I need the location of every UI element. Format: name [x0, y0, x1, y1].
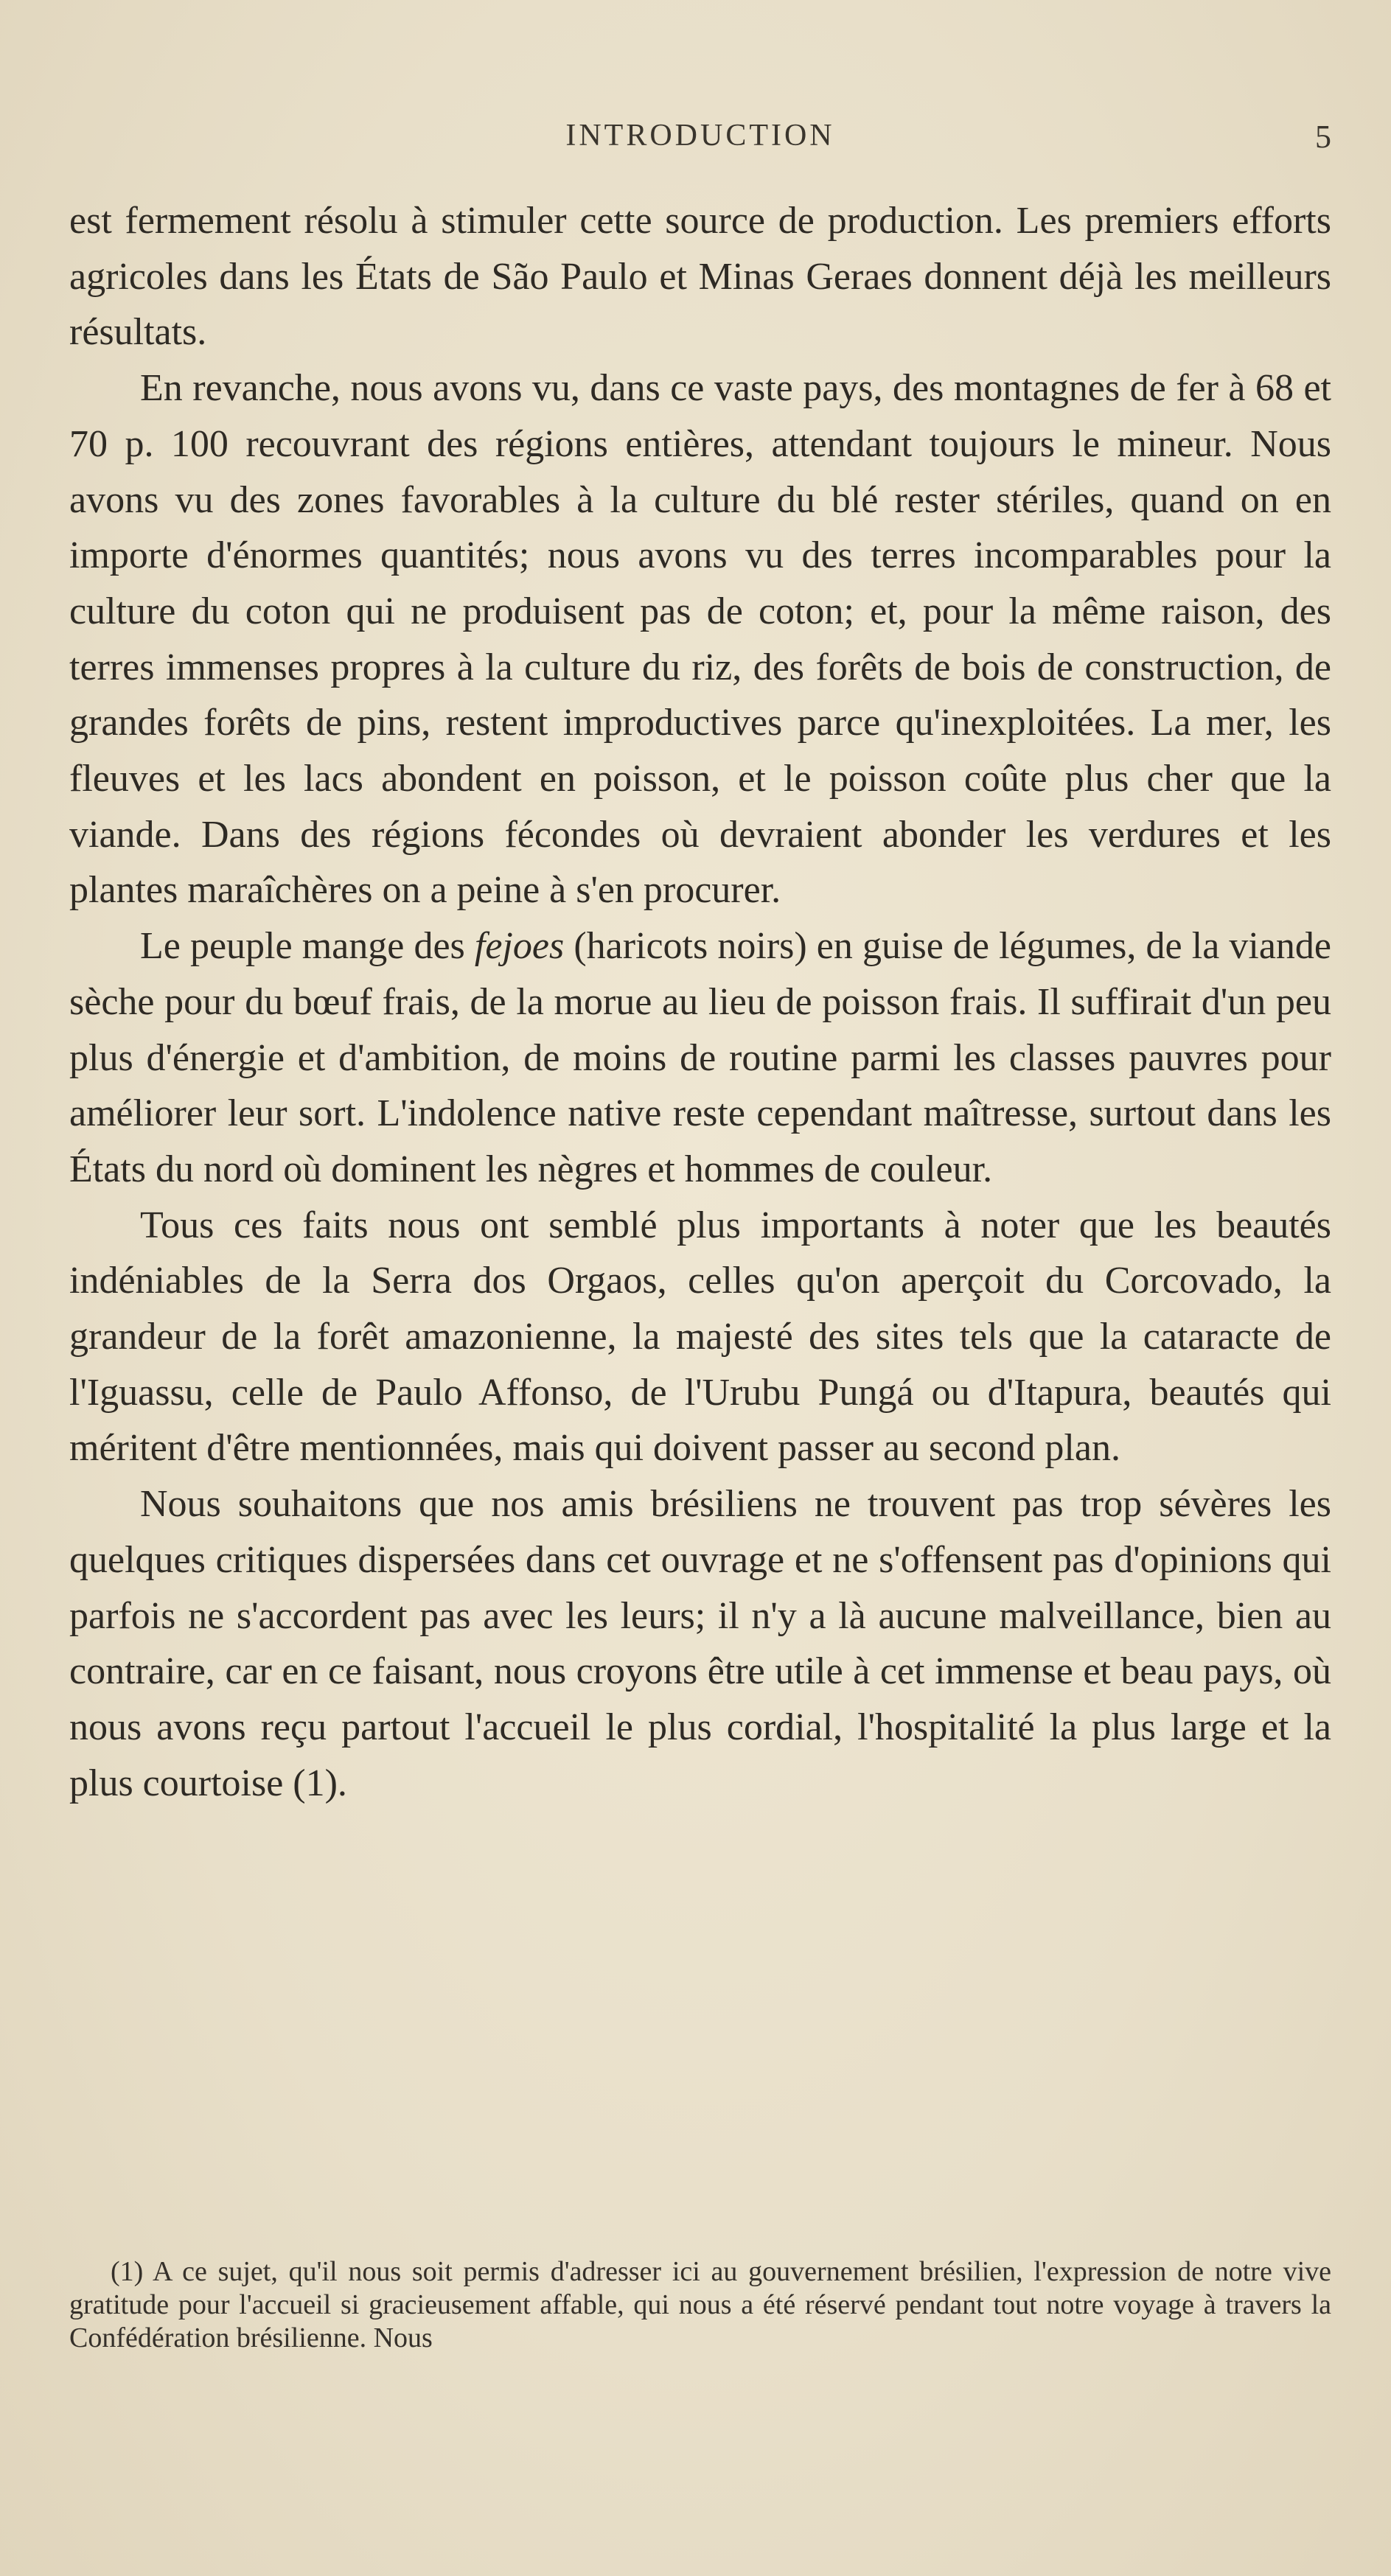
- paragraph-3: [69, 918, 1331, 1198]
- paragraph-5: [69, 1476, 1331, 1811]
- footnote-reference: (1).: [293, 1762, 347, 1804]
- page-number: 5: [1315, 119, 1331, 155]
- paragraph-4: Tous ces faits nous ont semblé plus importants à noter que les beautés indéniables de la Serra dos Orgaos, celles qu'on aperçoit du Corcovado, la grandeur de la forêt amazonienne, la majesté des sites tels que la cataracte de l'Iguassu, celle de Paulo Affonso, de l'Urubu Pungá ou d'Itapura, beautés qui méritent d'être mentionnées, mais qui doivent passer au second plan.: [69, 1204, 1331, 1470]
- footnote: [69, 2255, 1331, 2355]
- body-text: [69, 193, 1331, 1811]
- paragraph-3-rest: (haricots noirs) en guise de légumes, de la viande sèche pour du bœuf frais, de la morue au lieu de poisson frais. Il suffirait d'un peu plus d'énergie et d'ambition, de moins de routine parmi les classes pauvres pour améliorer leur sort. L'indolence native reste cependant maîtresse, surtout dans les États du nord où dominent les nègres et hommes de couleur.: [69, 925, 1332, 1190]
- running-header: [69, 112, 1331, 164]
- paragraph-5-text: Nous souhaitons que nos amis brésiliens ne trouvent pas trop sévères les quelques critiques dispersées dans cet ouvrage et ne s'offensent pas d'opinions qui parfois ne s'accordent pas avec les leurs; il n'y a là aucune malveillance, bien au contraire, car en ce faisant, nous croyons être utile à cet immense et beau pays, où nous avons reçu partout l'accueil le plus cordial, l'hospitalité la plus large et la plus courtoise: [69, 1483, 1331, 1804]
- footnote-text: (1) A ce sujet, qu'il nous soit permis d'adresser ici au gouvernement brésilien, l'expression de notre vive gratitude pour l'accueil si gracieusement affable, qui nous a été réservé pendant tout notre voyage à travers la Confédération brésilienne. Nous: [69, 2256, 1331, 2353]
- italic-term: fejoes: [474, 925, 565, 968]
- paragraph-2: En revanche, nous avons vu, dans ce vaste pays, des montagnes de fer à 68 et 70 p. 100 recouvrant des régions entières, attendant toujours le mineur. Nous avons vu des zones favorables à la culture du blé rester stériles, quand on en importe d'énormes quantités; nous avons vu des terres incomparables pour la culture du coton qui ne produisent pas de coton; et, pour la même raison, des terres immenses propres à la culture du riz, des forêts de bois de construction, de grandes forêts de pins, restent improductives parce qu'inexploitées. La mer, les fleuves et les lacs abondent en poisson, et le poisson coûte plus cher que la viande. Dans des régions fécondes où devraient abonder les verdures et les plantes maraîchères on a peine à s'en procurer.: [69, 367, 1331, 912]
- paragraph-3-start: Le peuple mange des: [140, 925, 475, 968]
- chapter-title: INTRODUCTION: [565, 119, 835, 153]
- paragraph-1: est fermement résolu à stimuler cette source de production. Les premiers efforts agricoles dans les États de São Paulo et Minas Geraes donnent déjà les meilleurs résultats.: [69, 200, 1331, 354]
